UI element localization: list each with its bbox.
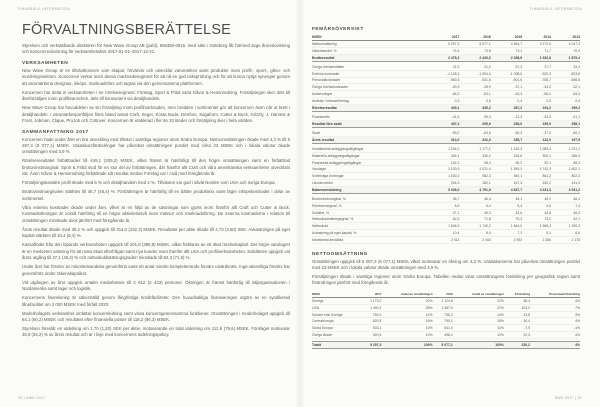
cell-value: 71,7	[522, 47, 551, 54]
cell-value: -1 128,3	[428, 70, 459, 77]
column-header: Andel av omsättningen	[381, 291, 432, 298]
table-row	[312, 47, 580, 54]
cell-value: -32,1	[551, 84, 580, 91]
cell-value: 1 565,3	[522, 223, 551, 230]
table-row	[312, 54, 580, 61]
paragraph: Styrelsen och verkställande direktören för New Wave Group AB (publ), 556350-0916, med säte i Göteborg får härmed avge årsredovisning och koncernredovisning för verksamhetsåret 2017-01-01–2017-12-31.	[22, 43, 290, 55]
column-header: 2013	[551, 34, 580, 41]
row-label: Norden exkl Sverige	[312, 311, 361, 318]
cell-value: 74,4	[428, 47, 459, 54]
cell-value: 0,6	[459, 97, 490, 104]
table-row	[312, 223, 580, 230]
cell-value: 22%	[453, 298, 504, 305]
cell-value: 5 077,1	[459, 41, 490, 48]
table-row	[312, 332, 580, 339]
cell-value: 1 740,2	[459, 223, 490, 230]
cell-value: 96,2	[491, 159, 522, 166]
cell-value: 0,3	[522, 97, 551, 104]
cell-value: 299,2	[551, 104, 580, 111]
cell-value: 940,1	[491, 173, 522, 180]
row-label: Totalt	[312, 341, 361, 348]
cell-value: -1 038,0	[491, 70, 522, 77]
table-row	[312, 202, 580, 209]
cell-value: -7,9	[504, 325, 530, 332]
cell-value: 982,3	[459, 173, 490, 180]
cell-value: 102,3	[428, 159, 459, 166]
cell-value: 27%	[453, 304, 504, 311]
column-header: MSEK	[312, 291, 361, 298]
cell-value: 267,2	[491, 104, 522, 111]
cell-value: -54,3	[551, 91, 580, 98]
cell-value: 1 742,3	[522, 166, 551, 173]
cell-value: 197,9	[551, 136, 580, 143]
cell-value: 44,8	[522, 209, 551, 216]
cell-value: 4,5	[522, 202, 551, 209]
net-sales-heading: NETTOOMSÄTTNING	[312, 251, 368, 257]
cell-value: 295,9	[459, 120, 490, 127]
cell-value: 14%	[381, 311, 432, 318]
cell-value: -34,2	[522, 84, 551, 91]
cell-value: 70,9	[551, 47, 580, 54]
cell-value: 300,1	[522, 152, 551, 159]
cell-value: 103,2	[504, 304, 530, 311]
cell-value: 861,2	[522, 173, 551, 180]
cell-value: 6,4	[459, 202, 490, 209]
page-footer-left: 30 | NWG 2017	[18, 396, 46, 400]
right-column	[312, 27, 580, 349]
row-label: Bruttoresultat	[312, 54, 428, 61]
cell-value: 1 162,3	[491, 146, 522, 152]
cell-value: 2 430,2	[459, 54, 490, 61]
paragraph: New Wave Group är en tillväxtkoncern som skapar, förvärvar och utvecklar varumärken samt produkter inom profil-, sport-, gåvo- och inredningssektorn. Koncernen verkar inom dessa marknadssegment för att nå en god riskspridning och för att kunna nyttja synergier genom att varumärkena designas, inköps, marknadsförs och lagras via den gemensamma plattformen.	[22, 67, 290, 86]
cell-value: -64,3	[428, 91, 459, 98]
table-row	[312, 97, 580, 104]
cell-value: 16%	[381, 318, 432, 325]
cell-value: 22%	[381, 298, 432, 305]
cell-value: 1 844,0	[491, 223, 522, 230]
row-label: Övriga rörelseintäkter	[312, 64, 428, 70]
cell-value: 1 124,6	[433, 298, 453, 305]
cell-value: -39,3	[459, 114, 490, 120]
cell-value: 335,2	[459, 104, 490, 111]
cell-value: -755,7	[522, 77, 551, 84]
data-table	[312, 34, 580, 244]
cell-value: 4 791,5	[459, 186, 490, 193]
cell-value: 2 178	[551, 236, 580, 243]
cell-value: 8,6	[551, 230, 580, 237]
table-row	[312, 180, 580, 187]
paragraph: Försäljningskanalen profil ökade med 6 % och detaljhandeln med 2 %. Tillväxten var god i såväl Norden som USA och övriga Europa.	[22, 180, 276, 186]
row-label: Nettoskuldsättningsgrad, %	[312, 216, 428, 223]
cell-value: 0,3	[428, 97, 459, 104]
row-label: Kortfristiga fordringar	[312, 173, 428, 180]
cell-value: 520,5	[361, 332, 381, 339]
row-label: Nettoomsättning	[312, 41, 428, 48]
cell-value: -30,3	[428, 84, 459, 91]
paragraph: Moderbolagets verksamhet omfattar koncernledning samt vissa koncerngemensamma funktioner. Omsättningen i moderbolaget uppgick till 64,1 (60,2) MSEK och resultatet efter finansiella poster till 118,2 (96,3) MSEK.	[22, 310, 290, 322]
column-header: 2014	[522, 34, 551, 41]
region-table	[312, 291, 580, 349]
cell-value: 5 026,0	[428, 186, 459, 193]
cell-value: 141,0	[551, 180, 580, 187]
cell-value: 232,3	[459, 136, 490, 143]
paragraph: Koncernen hade under året en bra utveckling med tillväxt i samtliga regioner utom Södra Europa. Nettoomsättningen ökade med 4,3 % till 5 297,3 (5 077,1) MSEK. Valutakursförändringar har påverkat omsättningen positivt med cirka 23 MSEK och i lokala valutor ökade omsättningen med 3,9 %.	[22, 136, 290, 155]
page-gutter	[295, 0, 305, 407]
cell-value: 4 637,7	[491, 186, 522, 193]
cell-value: 7%	[530, 304, 580, 311]
paragraph: Årets resultat ökade med 35,2 % och uppgick till 314,0 (232,3) MSEK. Resultatet per aktie ökade till 4,73 (3,50) SEK. Avkastningen på eget kapital stärktes till 10,4 (8,4) %.	[22, 226, 290, 239]
cell-value: 449,1	[428, 104, 459, 111]
cell-value: 204,3	[428, 180, 459, 187]
cell-value: 1 953,2	[491, 166, 522, 173]
row-label: Centraleuropa	[312, 318, 361, 325]
net-sales-paragraphs	[312, 259, 580, 287]
cell-value: 79,3	[491, 216, 522, 223]
cell-value: 1 646,3	[428, 223, 459, 230]
column-header: 2017	[361, 291, 381, 298]
cell-value: 220,2	[504, 341, 530, 348]
paragraph: Försäljningen ökade i samtliga regioner utom Södra Europa. Tabellen nedan visar omsättningens fördelning per geografisk region samt förändringen jämfört med föregående år.	[312, 274, 580, 286]
cell-value: -41,9	[428, 114, 459, 120]
cell-value: -56,2	[522, 91, 551, 98]
cell-value: 236,0	[491, 120, 522, 127]
cell-value: 533,1	[361, 325, 381, 332]
row-label: USA	[312, 304, 361, 311]
cell-value: 1 204,2	[428, 146, 459, 152]
cell-value: 1 290,3	[551, 223, 580, 230]
table-row	[312, 41, 580, 48]
cell-value: 21,0	[459, 64, 490, 70]
section-heading: VERKSAMHETEN	[22, 60, 69, 66]
cell-value: -37,1	[491, 84, 522, 91]
table-row	[312, 120, 580, 127]
cell-value: -1 094,0	[459, 70, 490, 77]
table-row	[312, 209, 580, 216]
table-row	[312, 236, 580, 243]
section-heading: SAMMANFATTNING 2017	[22, 129, 89, 135]
cell-value: 2 443	[459, 236, 490, 243]
cell-value: 2 392	[491, 236, 522, 243]
cell-value: 2 238,6	[491, 54, 522, 61]
cell-value: 2 512	[428, 236, 459, 243]
left-column	[22, 22, 290, 342]
cell-value: 182,1	[459, 180, 490, 187]
cell-value: 1 030,2	[428, 173, 459, 180]
five-year-heading: FEMÅRSÖVERSIKT	[312, 27, 364, 32]
table-row	[312, 136, 580, 143]
row-label: Nettoskuld	[312, 223, 428, 230]
cell-value: 27,7	[522, 64, 551, 70]
cell-value: 5 297,3	[361, 341, 381, 348]
cell-value: -63,1	[459, 91, 490, 98]
row-label: Externa kostnader	[312, 70, 428, 77]
cell-value: 11%	[453, 325, 504, 332]
cell-value: 62,1	[551, 216, 580, 223]
cell-value: 10,4	[428, 230, 459, 237]
row-label: Utlandsandel, %	[312, 47, 428, 54]
cell-value: 7,2	[491, 230, 522, 237]
row-label: Rörelseresultat	[312, 104, 428, 111]
table-row	[312, 230, 580, 237]
cell-value: 152,2	[522, 180, 551, 187]
cell-value: 43,6	[491, 209, 522, 216]
row-label: Materiella anläggningstillgångar	[312, 152, 428, 159]
cell-value: 167,3	[491, 180, 522, 187]
row-label: Bruttovinstmarginal, %	[312, 196, 428, 202]
paragraph: New Wave Group har huvuddelen av sin försäljning inom profilmarknaden, men bredden i sortimentet gör att koncernen även når ut brett i detaljhandeln. I varumärkesportföljen finns bland annat Craft, Seger, Kosta Boda, Orrefors, Sagaform, Cutter & Buck, Grizzly, J. Harvest & Frost, Jobman, Clique, ProJob och Cottover. Koncernen är etablerad i fler än 20 länder och försäljning sker i hela världen.	[22, 105, 290, 124]
cell-value: 314,0	[428, 136, 459, 143]
paragraph: Vid utgången av året uppgick antalet medarbetare till 2 512 (2 443) personer. Ökningen är främst hänförlig till säljorganisationen i Nordamerika samt lager och logistik.	[22, 279, 290, 292]
cell-value: -823,8	[551, 70, 580, 77]
cell-value: 71,8	[459, 216, 490, 223]
cell-value: 14%	[453, 311, 504, 318]
row-label: Övriga rörelsekostnader	[312, 84, 428, 91]
cell-value: -960,3	[428, 77, 459, 84]
cell-value: 4%	[530, 318, 580, 325]
cell-value: 5,1	[522, 230, 551, 237]
cell-value: 10%	[381, 325, 432, 332]
cell-value: 33,3	[551, 64, 580, 70]
row-label: Finansnetto	[312, 114, 428, 120]
cell-value: 802,3	[551, 173, 580, 180]
row-label: Avskrivningar	[312, 91, 428, 98]
cell-value: 354,1	[428, 152, 459, 159]
cell-value: 4 272,6	[522, 41, 551, 48]
cell-value: -41,1	[551, 114, 580, 120]
row-label: Balansomslutning	[312, 186, 428, 193]
cell-value: 2 130,9	[428, 166, 459, 173]
paragraph: Rörelseresultatet förbättrades till 449,1 (335,2) MSEK, vilket främst är hänförligt till den högre omsättningen samt en förbättrad bruttovinstmarginal. Sport & Fritid stod för en stor del av förbättringen, där framför allt Craft och våra amerikanska verksamheter utvecklats väl. Även Gåvor & Heminredning förbättrade sitt resultat medan Företag var i nivå med föregående år.	[22, 158, 290, 177]
cell-value: -931,6	[459, 77, 490, 84]
cell-value: 2 021,4	[459, 166, 490, 173]
table-row	[312, 325, 580, 332]
cell-value: 2 475,3	[428, 54, 459, 61]
cell-value: 46,4	[551, 196, 580, 202]
cell-value: -28,9	[459, 84, 490, 91]
cell-value: 73,8	[459, 47, 490, 54]
cell-value: 45,1	[491, 196, 522, 202]
cell-value: 30,4	[504, 318, 530, 325]
cell-value: 8,4	[459, 230, 490, 237]
paragraph: Koncernen har delat in verksamheten i tre rörelsesegment: Företag, Sport & Fritid samt Gåvor & Heminredning. Försäljningen sker dels till återförsäljare inom profilbranschen, dels till konsument via detaljhandeln.	[22, 89, 290, 102]
paragraph: Bruttovinstmarginalen stärktes till 46,7 (46,4) %. Förbättringen är hänförlig till en bättre produktmix samt lägre inköpskostnader i delar av sortimentet.	[22, 189, 290, 201]
cell-value: 15%	[453, 318, 504, 325]
cell-value: 407,2	[428, 120, 459, 127]
cell-value: 790,1	[433, 318, 453, 325]
row-label: Andelar i intresseföretag	[312, 97, 428, 104]
cell-value: 0,4	[551, 97, 580, 104]
cell-value: 5 077,1	[433, 341, 453, 348]
cell-value: 4%	[530, 298, 580, 305]
table-row	[312, 186, 580, 193]
paragraph: Kassaflödet från den löpande verksamheten uppgick till 201,8 (385,8) MSEK, vilket förklaras av ett ökat rörelsekapital. Det högre varulagret är en medveten satsning för att möta ökad efterfrågan samt nya kunder inom framför allt USA och profilverksamheten. Soliditeten uppgick vid årets utgång till 47,1 (45,3) % och nettoskuldsättningsgraden minskade till 62,3 (71,8) %.	[22, 242, 290, 261]
cell-value: 22,3	[504, 332, 530, 339]
page-title: FÖRVALTNINGSBERÄTTELSE	[22, 22, 232, 38]
paragraph: Styrelsen föreslår en utdelning om 1,70 (1,20) SEK per aktie, motsvarande en total utdelning om 112,8 (79,6) MSEK. Förslaget motsvarar 35,9 (34,2) % av årets resultat och är i linje med koncernens utdelningspolicy.	[22, 326, 290, 338]
cell-value: 4 047,4	[551, 41, 580, 48]
row-label: Soliditet, %	[312, 209, 428, 216]
table-row	[312, 77, 580, 84]
column-header: 2016	[433, 291, 453, 298]
cell-value: 286,3	[551, 152, 580, 159]
table-row	[312, 341, 580, 348]
cell-value: 92,1	[522, 159, 551, 166]
row-label: Immateriella anläggningstillgångar	[312, 146, 428, 152]
cell-value: 1 602,1	[551, 166, 580, 173]
table-row	[312, 84, 580, 91]
cell-value: 4%	[530, 332, 580, 339]
column-header: 2015	[491, 34, 522, 41]
row-label: Personalkostnader	[312, 77, 428, 84]
cell-value: -698,8	[551, 77, 580, 84]
cell-value: 1 387,0	[433, 304, 453, 311]
column-header: Andel av omsättningen	[453, 291, 504, 298]
table-row	[312, 159, 580, 166]
paragraph: Under året har förvärv av minoritetsandelar genomförts samt ett antal mindre kompletterande förvärv utvärderats. Inga väsentliga förvärv har genomförts under räkenskapsåret.	[22, 264, 290, 276]
cell-value: 820,5	[361, 318, 381, 325]
cell-value: 100%	[453, 341, 504, 348]
cell-value: 760,0	[361, 311, 381, 318]
cell-value: -60,2	[551, 130, 580, 136]
cell-value: 258,1	[551, 120, 580, 127]
row-label: Avkastning på eget kapital, %	[312, 230, 428, 237]
cell-value: 62,3	[428, 216, 459, 223]
cell-value: -50,3	[491, 130, 522, 136]
row-label: Medelantal anställda	[312, 236, 428, 243]
row-label: Övriga länder	[312, 332, 361, 339]
cell-value: 7,4	[551, 202, 580, 209]
cell-value: 122,9	[522, 136, 551, 143]
row-label: Varulager	[312, 166, 428, 173]
page-footer-right: NWG 2017 | 31	[554, 396, 582, 400]
row-label: Finansiella anläggningstillgångar	[312, 159, 428, 166]
cell-value: -920,3	[522, 70, 551, 77]
cell-value: 11%	[453, 332, 504, 339]
cell-value: 46,3	[551, 209, 580, 216]
cell-value: -63,3	[491, 91, 522, 98]
table-row	[312, 70, 580, 77]
cell-value: 45,2	[522, 196, 551, 202]
cell-value: 1 932,6	[522, 54, 551, 61]
cell-value: 23,8	[504, 311, 530, 318]
cell-value: 159,9	[522, 120, 551, 127]
table-row	[312, 152, 580, 159]
cell-value: 73,2	[522, 216, 551, 223]
cell-value: 4 964,7	[491, 41, 522, 48]
cell-value: -31,3	[491, 114, 522, 120]
cell-value: -63,6	[459, 130, 490, 136]
table-row	[312, 216, 580, 223]
column-header: 2016	[459, 34, 490, 41]
row-label: Sverige	[312, 298, 361, 305]
table-row	[312, 91, 580, 98]
cell-value: 185,7	[491, 136, 522, 143]
cell-value: 1 177,1	[459, 146, 490, 152]
cell-value: -37,0	[522, 130, 551, 136]
cell-value: 10%	[381, 332, 432, 339]
cell-value: 330,2	[459, 152, 490, 159]
cell-value: 3 941,2	[551, 186, 580, 193]
cell-value: 28%	[381, 304, 432, 311]
cell-value: 0,4	[491, 97, 522, 104]
cell-value: 2 266	[522, 236, 551, 243]
table-row	[312, 104, 580, 111]
cell-value: 98,4	[459, 159, 490, 166]
cell-value: 1 490,2	[361, 304, 381, 311]
cell-value: 4%	[530, 341, 580, 348]
table-row	[312, 166, 580, 173]
table-row	[312, 298, 580, 305]
cell-value: 21,2	[428, 64, 459, 70]
paragraph: Våra externa kostnader ökade under året, vilket är en följd av de satsningar som gjorts inom framför allt Craft och Cutter & Buck. Kostnadsökningen är också hänförlig till en högre aktivitetsnivå inom mässor och marknadsföring. De externa kostnaderna i relation till omsättningen minskade dock jämfört med föregående år.	[22, 204, 290, 223]
cell-value: 318,6	[491, 152, 522, 159]
cell-value: 46,4	[459, 196, 490, 202]
cell-value: -93,2	[428, 130, 459, 136]
cell-value: 5,4	[491, 202, 522, 209]
cell-value: 194,2	[522, 104, 551, 111]
cell-value: -34,3	[522, 114, 551, 120]
table-header-row	[312, 34, 580, 41]
row-label: Södra Europa	[312, 325, 361, 332]
cell-value: -1%	[530, 325, 580, 332]
cell-value: 8,5	[428, 202, 459, 209]
cell-value: 1 083,4	[522, 146, 551, 152]
cell-value: 46,7	[428, 196, 459, 202]
table-row	[312, 318, 580, 325]
cell-value: 5 297,3	[428, 41, 459, 48]
row-label: Resultat före skatt	[312, 120, 428, 127]
table-row	[312, 304, 580, 311]
data-table	[312, 291, 580, 349]
cell-value: 736,2	[433, 311, 453, 318]
row-label: Likvida medel	[312, 180, 428, 187]
row-label: Skatt	[312, 130, 428, 136]
cell-value: 498,2	[433, 332, 453, 339]
cell-value: 73,1	[491, 47, 522, 54]
running-header-left: FINANSIELL INFORMATION	[18, 7, 71, 11]
table-header-row	[312, 291, 580, 298]
paragraph: Koncernens finansiering är säkerställd genom långfristiga kreditfaciliteter. Den huvudsakliga finansieringen utgörs av en syndikerad lånefacilitet om 2 000 MSEK med förfall 2020.	[22, 295, 290, 307]
row-label: Rörelsemarginal, %	[312, 202, 428, 209]
running-header-right: FINANSIELL INFORMATION	[529, 7, 582, 11]
cell-value: 3%	[530, 311, 580, 318]
left-sections	[22, 43, 290, 339]
column-header: MSEK	[312, 34, 428, 41]
cell-value: 1 173,0	[361, 298, 381, 305]
cell-value: 4 231,3	[522, 186, 551, 193]
column-header: 2017	[428, 34, 459, 41]
cell-value: 47,1	[428, 209, 459, 216]
row-label: Årets resultat	[312, 136, 428, 143]
cell-value: 88,3	[551, 159, 580, 166]
cell-value: 100%	[381, 341, 432, 348]
cell-value: -901,6	[491, 77, 522, 84]
table-row	[312, 173, 580, 180]
cell-value: 1 879,4	[551, 54, 580, 61]
cell-value: 67,3	[491, 64, 522, 70]
five-year-table	[312, 34, 580, 244]
cell-value: 1 021,2	[551, 146, 580, 152]
column-header: Förändring	[504, 291, 530, 298]
cell-value: 541,0	[433, 325, 453, 332]
column-header: Procentuell förändring	[530, 291, 580, 298]
paragraph: Omsättningen uppgick till 5 297,3 (5 077,1) MSEK vilket motsvarar en ökning om 4,3 %. Valutakurserna har påverkat omsättningen positivt med 23 MSEK och i lokala valutor ökade omsättningen med 3,9 %.	[312, 258, 580, 270]
cell-value: 48,4	[504, 298, 530, 305]
table-row	[312, 311, 580, 318]
cell-value: 45,3	[459, 209, 490, 216]
